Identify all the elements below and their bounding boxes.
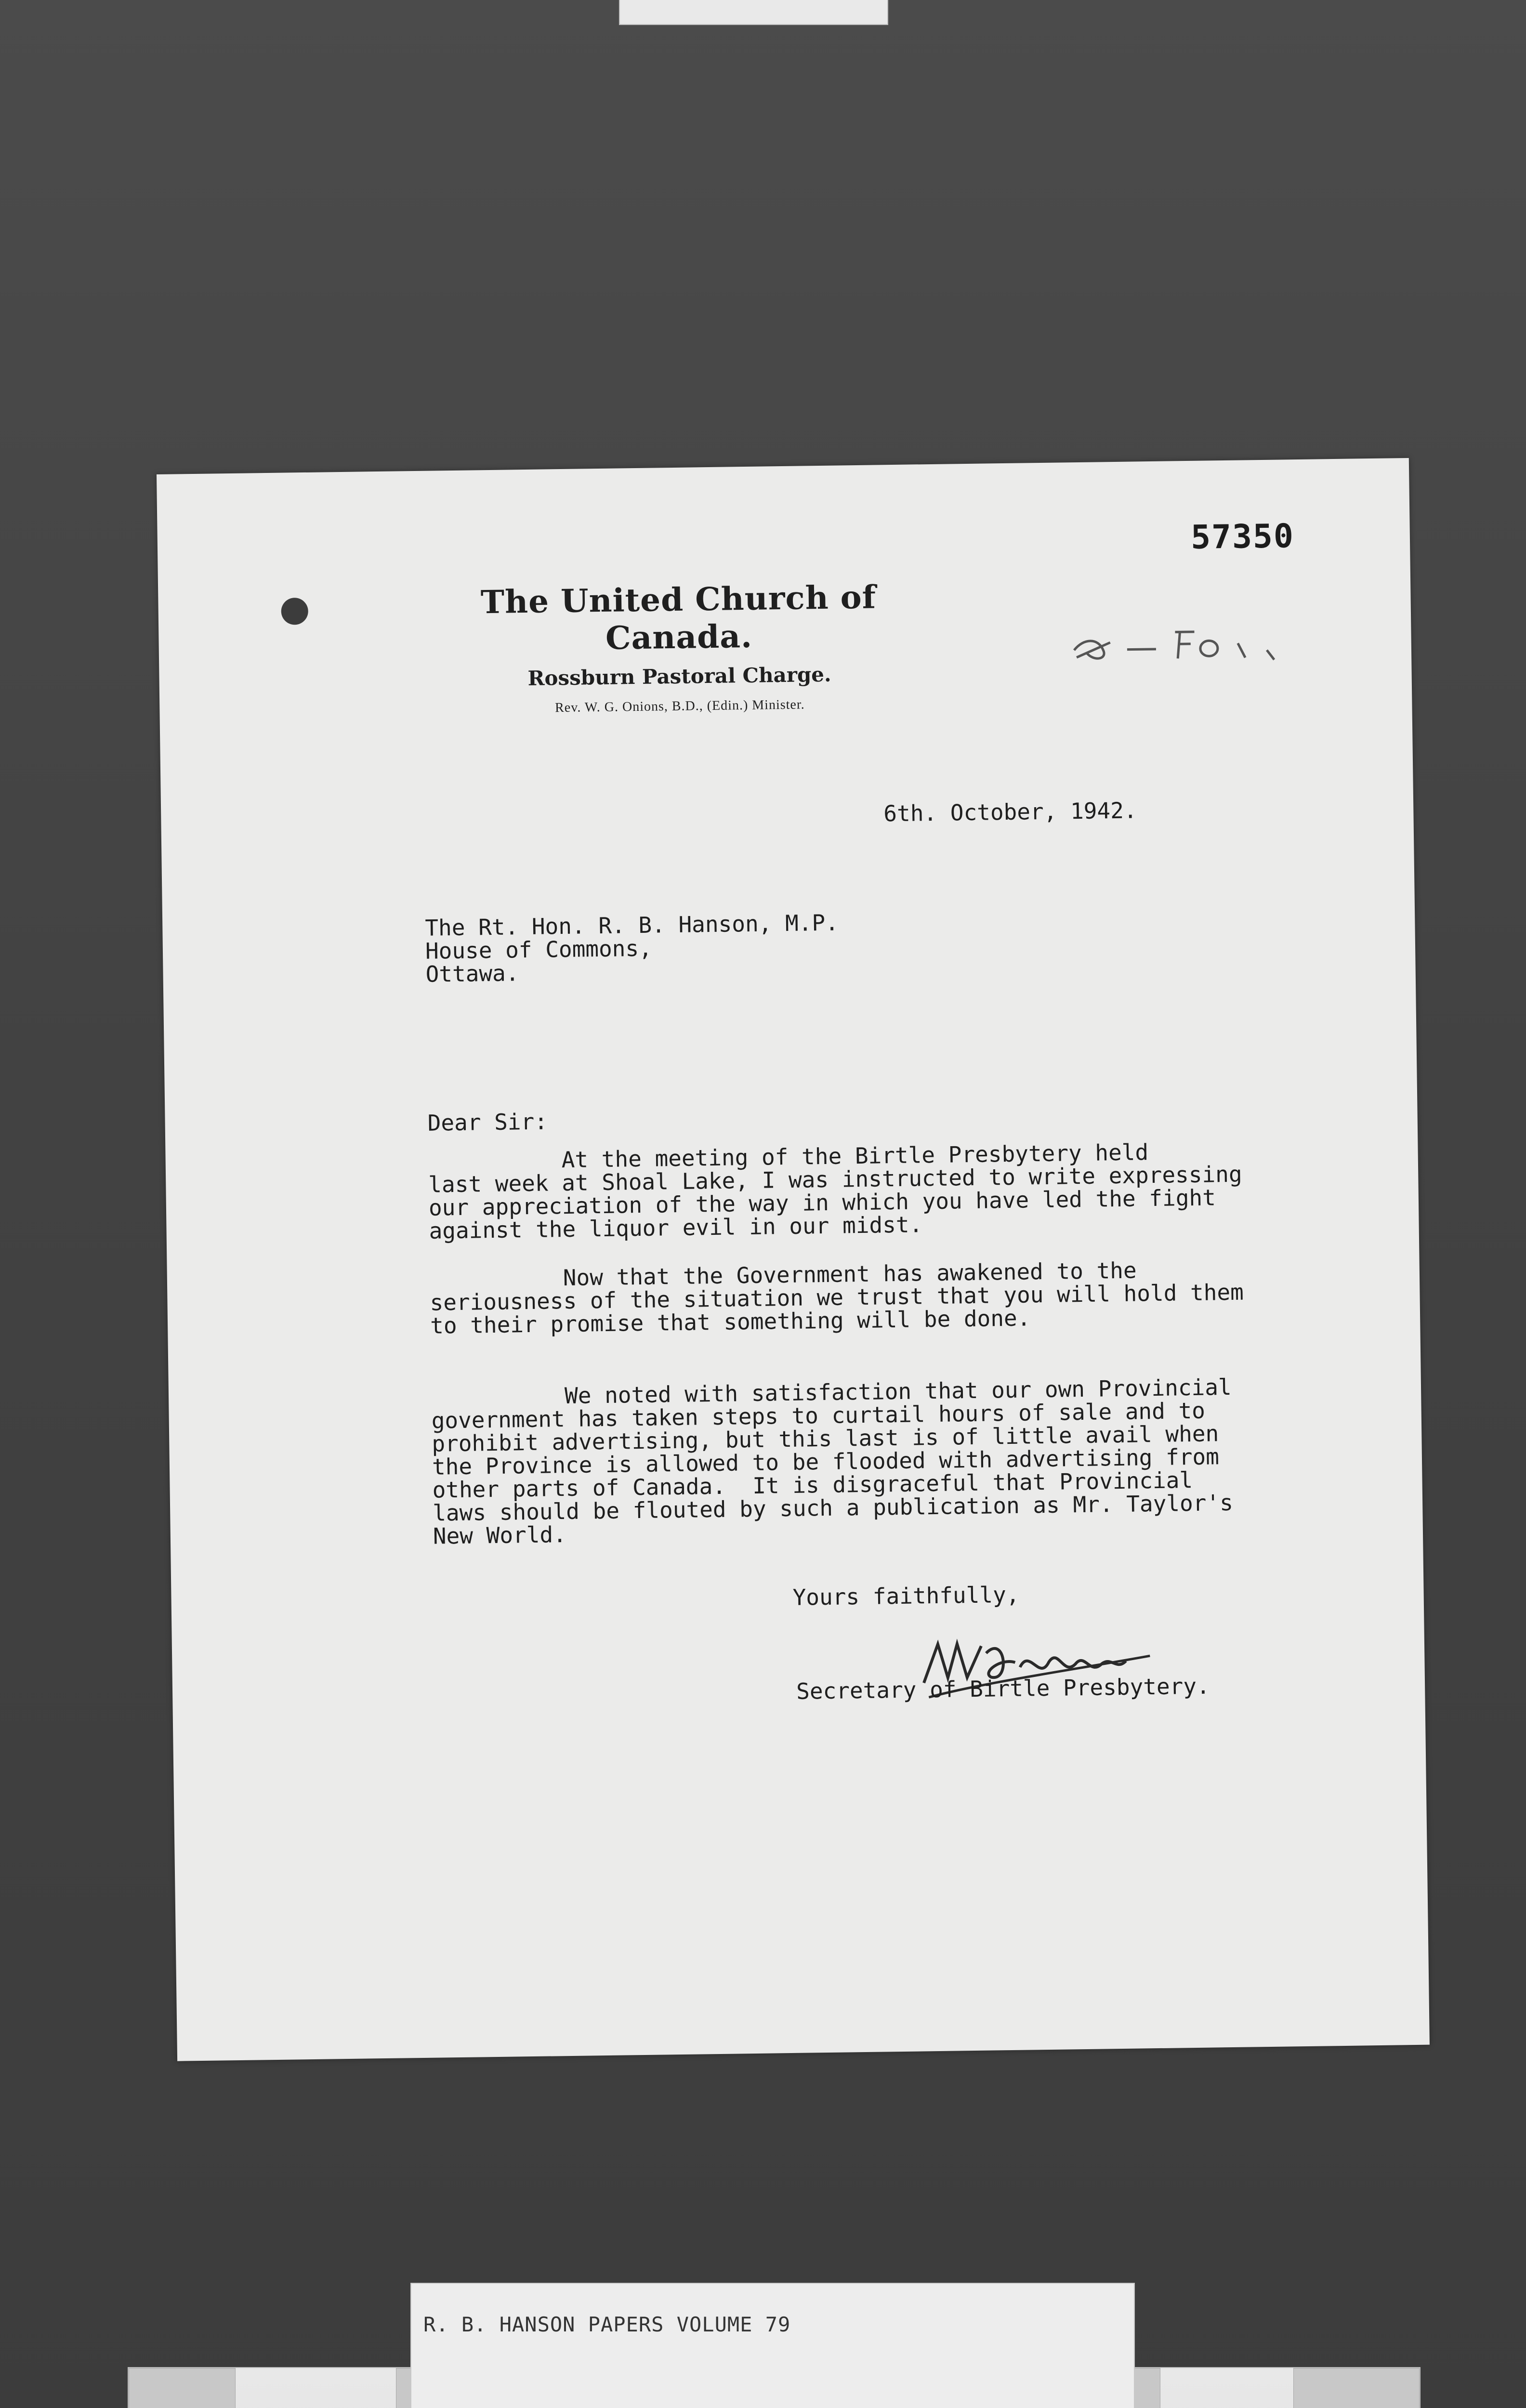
recipient-line-1: The Rt. Hon. R. B. Hanson, M.P.: [425, 909, 839, 941]
paragraph-2: Now that the Government has awakened to the seriousness of the situation we trust that you will hold them to their promise that something will be done.: [429, 1257, 1244, 1339]
recipient-address: [425, 911, 839, 986]
archive-label-text: R. B. HANSON PAPERS VOLUME 79: [423, 2313, 791, 2336]
paragraph-3: We noted with satisfaction that our own Provincial government has taken steps to curtail hours of sale and to prohibit advertising, but this last is of little avail when the Province is allowed to be flooded with advertising from other parts of Canada. It is disgraceful that Provincial laws should be flouted by such a publication as Mr. Taylor's New World.: [431, 1374, 1234, 1549]
recipient-line-3: Ottawa.: [425, 960, 519, 987]
tape-left: [129, 2368, 236, 2408]
archive-label-card: [410, 2283, 1135, 2408]
document-number: 57350: [1190, 517, 1295, 557]
letterhead-minister: Rev. W. G. Onions, B.D., (Edin.) Minister.: [554, 697, 805, 716]
handwritten-note: [1064, 621, 1286, 667]
letter-date: 6th. October, 1942.: [883, 797, 1137, 827]
recipient-line-2: House of Commons,: [425, 935, 653, 964]
top-mount-tab: [619, 0, 888, 25]
tape-right: [1293, 2368, 1420, 2408]
punch-hole: [281, 598, 308, 625]
signatory-title: Secretary of Birtle Presbytery.: [796, 1673, 1210, 1704]
letterhead-subtitle: Rossburn Pastoral Charge.: [527, 662, 831, 690]
letter-page: [157, 458, 1430, 2061]
letterhead-title: The United Church of Canada.: [480, 578, 877, 657]
letterhead: [428, 577, 931, 718]
paragraph-1: At the meeting of the Birtle Presbytery held last week at Shoal Lake, I was instructed to write expressing our appreciation of the way in which you have led the fight against the liquor evil in our midst.: [428, 1139, 1242, 1244]
closing: Yours faithfully,: [792, 1581, 1020, 1610]
salutation: Dear Sir:: [427, 1108, 548, 1136]
